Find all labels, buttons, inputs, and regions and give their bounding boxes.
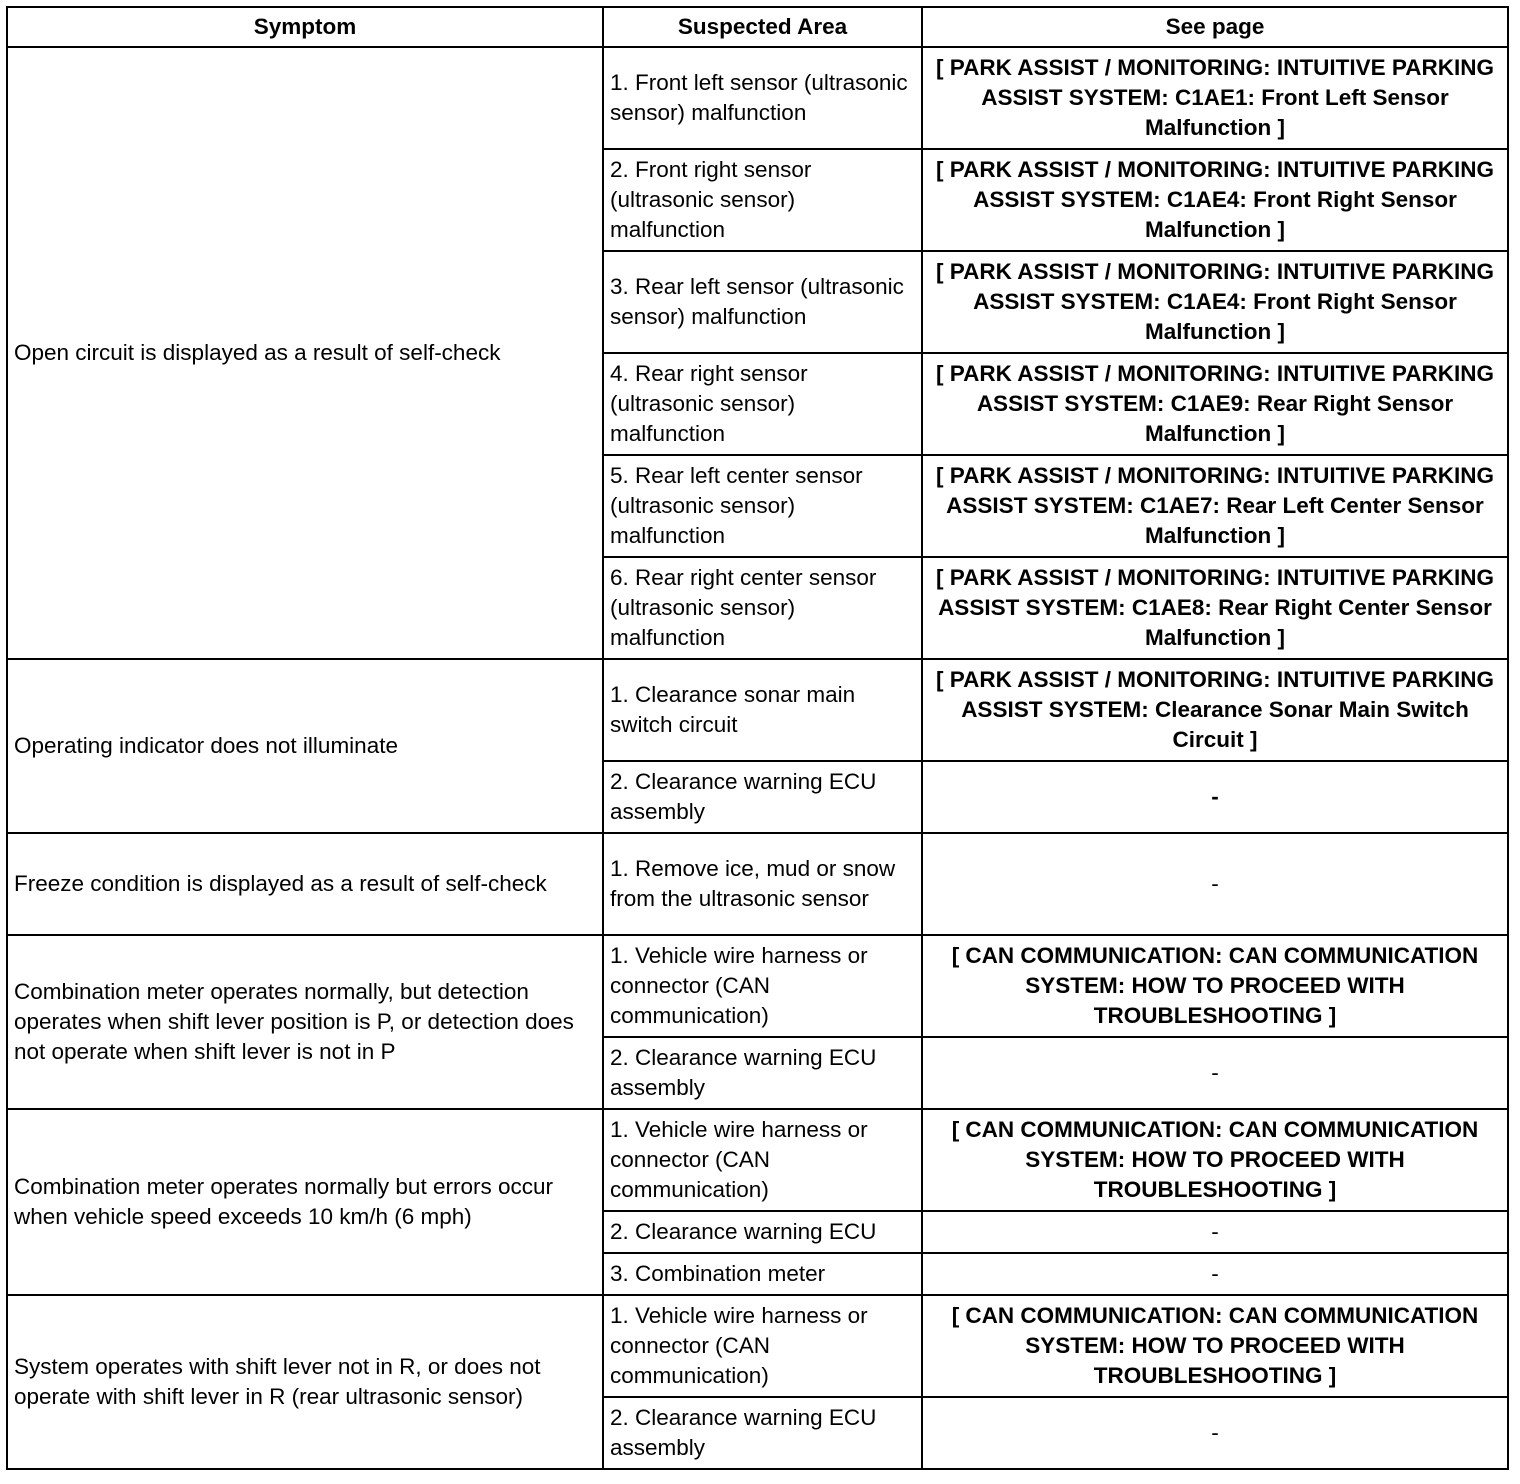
see-page-reference[interactable]: [ PARK ASSIST / MONITORING: INTUITIVE PARKING ASSIST SYSTEM: C1AE1: Front Left Sensor Malfunction ] <box>922 47 1508 149</box>
see-page-empty-cell: - <box>922 833 1508 935</box>
table-row <box>7 833 1508 935</box>
symptom-cell: Operating indicator does not illuminate <box>7 659 603 833</box>
see-page-empty-cell: - <box>922 1037 1508 1109</box>
table-row <box>7 47 1508 149</box>
see-page-reference[interactable]: [ PARK ASSIST / MONITORING: INTUITIVE PARKING ASSIST SYSTEM: C1AE4: Front Right Sensor Malfunction ] <box>922 251 1508 353</box>
see-page-reference[interactable]: [ CAN COMMUNICATION: CAN COMMUNICATION SYSTEM: HOW TO PROCEED WITH TROUBLESHOOTING ] <box>922 935 1508 1037</box>
header-suspected-area: Suspected Area <box>603 7 922 47</box>
suspected-area-cell: 2. Clearance warning ECU <box>603 1211 922 1253</box>
suspected-area-cell: 6. Rear right center sensor (ultrasonic sensor) malfunction <box>603 557 922 659</box>
suspected-area-cell: 1. Remove ice, mud or snow from the ultrasonic sensor <box>603 833 922 935</box>
suspected-area-cell: 5. Rear left center sensor (ultrasonic sensor) malfunction <box>603 455 922 557</box>
see-page-reference[interactable]: [ PARK ASSIST / MONITORING: INTUITIVE PARKING ASSIST SYSTEM: C1AE4: Front Right Sensor Malfunction ] <box>922 149 1508 251</box>
table-row <box>7 1109 1508 1211</box>
see-page-empty-cell: - <box>922 1211 1508 1253</box>
table-row <box>7 659 1508 761</box>
troubleshooting-table <box>6 6 1509 1470</box>
suspected-area-cell: 2. Clearance warning ECU assembly <box>603 1397 922 1469</box>
see-page-reference[interactable]: [ PARK ASSIST / MONITORING: INTUITIVE PARKING ASSIST SYSTEM: C1AE7: Rear Left Center Sensor Malfunction ] <box>922 455 1508 557</box>
suspected-area-cell: 2. Front right sensor (ultrasonic sensor) malfunction <box>603 149 922 251</box>
suspected-area-cell: 2. Clearance warning ECU assembly <box>603 1037 922 1109</box>
suspected-area-cell: 1. Vehicle wire harness or connector (CAN communication) <box>603 1295 922 1397</box>
table-row <box>7 1295 1508 1397</box>
suspected-area-cell: 1. Vehicle wire harness or connector (CAN communication) <box>603 1109 922 1211</box>
suspected-area-cell: 2. Clearance warning ECU assembly <box>603 761 922 833</box>
symptom-cell: System operates with shift lever not in R, or does not operate with shift lever in R (rear ultrasonic sensor) <box>7 1295 603 1469</box>
suspected-area-cell: 3. Rear left sensor (ultrasonic sensor) malfunction <box>603 251 922 353</box>
see-page-reference[interactable]: [ CAN COMMUNICATION: CAN COMMUNICATION SYSTEM: HOW TO PROCEED WITH TROUBLESHOOTING ] <box>922 1295 1508 1397</box>
symptom-cell: Combination meter operates normally but errors occur when vehicle speed exceeds 10 km/h (6 mph) <box>7 1109 603 1295</box>
suspected-area-cell: 1. Clearance sonar main switch circuit <box>603 659 922 761</box>
see-page-reference[interactable]: [ PARK ASSIST / MONITORING: INTUITIVE PARKING ASSIST SYSTEM: Clearance Sonar Main Switch Circuit ] <box>922 659 1508 761</box>
suspected-area-cell: 3. Combination meter <box>603 1253 922 1295</box>
see-page-reference[interactable]: [ PARK ASSIST / MONITORING: INTUITIVE PARKING ASSIST SYSTEM: C1AE9: Rear Right Sensor Malfunction ] <box>922 353 1508 455</box>
see-page-reference[interactable]: [ PARK ASSIST / MONITORING: INTUITIVE PARKING ASSIST SYSTEM: C1AE8: Rear Right Center Sensor Malfunction ] <box>922 557 1508 659</box>
see-page-empty-cell: - <box>922 761 1508 833</box>
symptom-cell: Combination meter operates normally, but detection operates when shift lever position is P, or detection does not operate when shift lever is not in P <box>7 935 603 1109</box>
see-page-reference[interactable]: [ CAN COMMUNICATION: CAN COMMUNICATION SYSTEM: HOW TO PROCEED WITH TROUBLESHOOTING ] <box>922 1109 1508 1211</box>
header-see-page: See page <box>922 7 1508 47</box>
see-page-empty-cell: - <box>922 1253 1508 1295</box>
see-page-empty-cell: - <box>922 1397 1508 1469</box>
symptom-cell: Freeze condition is displayed as a result of self-check <box>7 833 603 935</box>
suspected-area-cell: 4. Rear right sensor (ultrasonic sensor) malfunction <box>603 353 922 455</box>
header-symptom: Symptom <box>7 7 603 47</box>
suspected-area-cell: 1. Front left sensor (ultrasonic sensor) malfunction <box>603 47 922 149</box>
table-body <box>7 47 1508 1469</box>
table-row <box>7 935 1508 1037</box>
header-row <box>7 7 1508 47</box>
suspected-area-cell: 1. Vehicle wire harness or connector (CAN communication) <box>603 935 922 1037</box>
symptom-cell: Open circuit is displayed as a result of self-check <box>7 47 603 659</box>
